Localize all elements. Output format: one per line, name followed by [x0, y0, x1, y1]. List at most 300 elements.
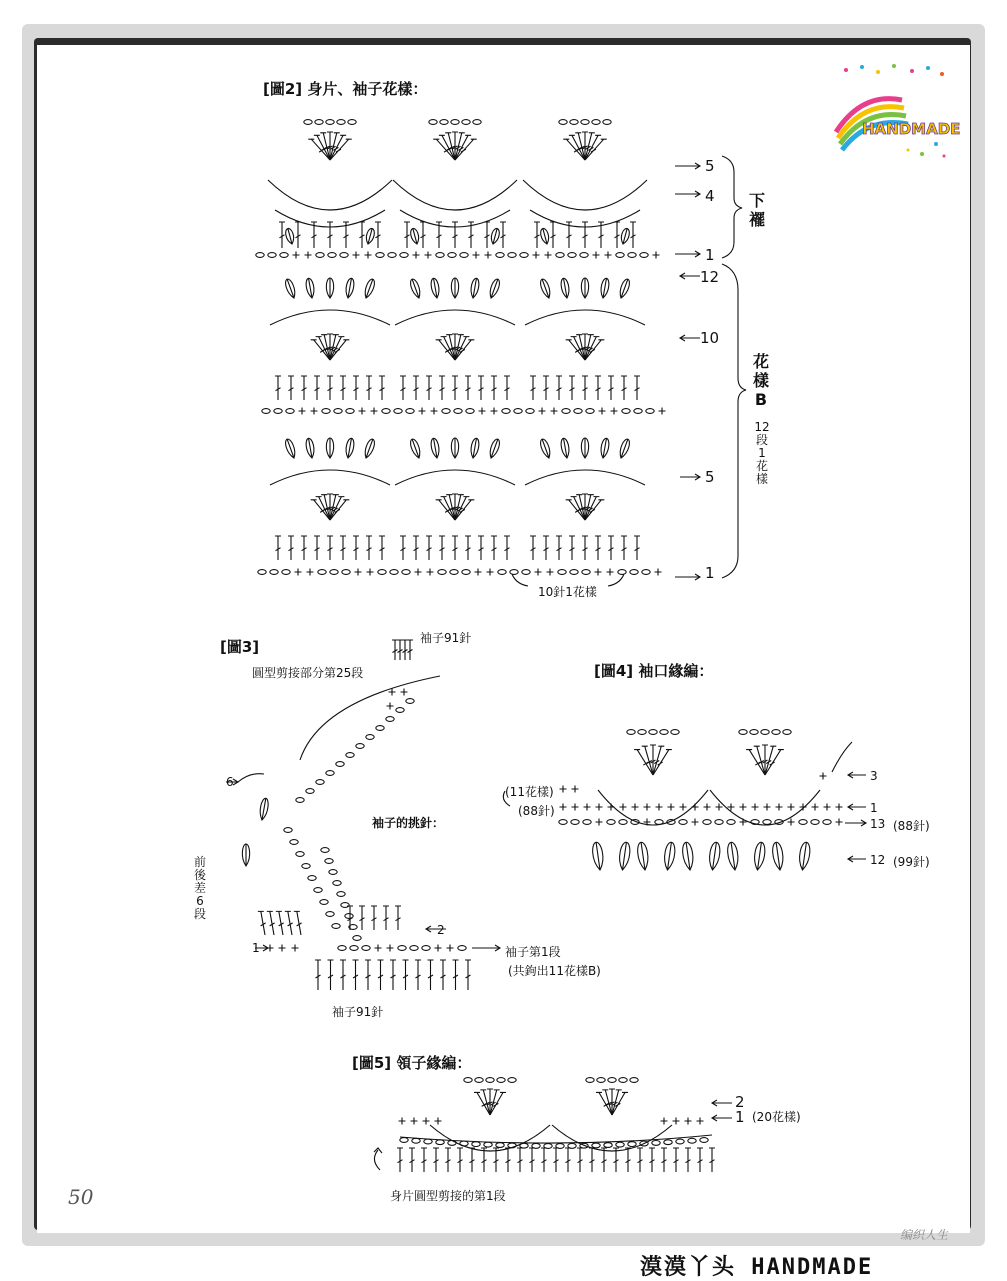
single-crochet — [545, 252, 552, 259]
fig5-row1: 1 — [735, 1108, 745, 1126]
chain-arch — [393, 180, 517, 210]
chain-stitch — [340, 253, 348, 258]
double-crochet — [614, 222, 620, 248]
double-crochet — [746, 750, 765, 775]
single-crochet — [572, 804, 579, 811]
fig3-sleeve-bottom: 袖子91針 — [332, 1005, 384, 1019]
chain-stitch — [308, 876, 316, 881]
single-crochet — [447, 945, 454, 952]
single-crochet — [475, 569, 482, 576]
double-crochet — [288, 536, 294, 560]
single-crochet — [599, 408, 606, 415]
note-char: 1 — [758, 446, 766, 460]
double-crochet — [569, 376, 575, 400]
fig5-row1-note: (20花樣) — [752, 1110, 801, 1124]
chain-stitch — [571, 820, 579, 825]
single-crochet — [661, 1118, 668, 1125]
chain-stitch — [460, 253, 468, 258]
double-crochet — [685, 1148, 691, 1172]
double-crochet — [500, 222, 506, 248]
double-crochet — [575, 133, 585, 160]
row-arrow — [238, 774, 264, 782]
double-crochet — [390, 960, 396, 990]
chain-stitch — [526, 409, 534, 414]
double-crochet — [426, 376, 432, 400]
double-crochet — [340, 376, 346, 400]
double-crochet — [320, 133, 330, 160]
single-crochet — [551, 408, 558, 415]
double-crochet — [566, 340, 585, 360]
double-crochet — [491, 376, 497, 400]
double-crochet — [440, 960, 446, 990]
double-crochet — [421, 1148, 427, 1172]
double-crochet — [340, 536, 346, 560]
double-crochet — [375, 222, 381, 248]
single-crochet — [656, 804, 663, 811]
double-crochet — [366, 376, 372, 400]
chain-stitch — [284, 828, 292, 833]
fig2-row-label: 1 — [705, 246, 715, 264]
single-crochet — [653, 252, 660, 259]
watermark-corner: 编织人生 — [900, 1228, 949, 1242]
chain-stitch — [326, 120, 334, 125]
double-crochet — [595, 536, 601, 560]
chain-stitch — [508, 253, 516, 258]
double-crochet — [400, 376, 406, 400]
watermark-bottom: 漠漠丫头 HANDMADE — [640, 1255, 874, 1280]
double-crochet — [649, 1148, 655, 1172]
chain-stitch — [586, 1078, 594, 1083]
single-crochet — [375, 945, 382, 952]
double-crochet — [601, 1148, 607, 1172]
chain-stitch — [353, 936, 361, 941]
chain-stitch — [286, 409, 294, 414]
chain-stitch — [282, 570, 290, 575]
single-crochet — [359, 408, 366, 415]
single-crochet — [560, 804, 567, 811]
double-crochet — [315, 960, 321, 990]
chain-arch — [395, 310, 515, 325]
double-crochet — [330, 139, 352, 160]
double-crochet — [426, 536, 432, 560]
chain-stitch — [472, 1142, 480, 1147]
single-crochet — [367, 569, 374, 576]
fig2-row-label: 5 — [705, 468, 715, 486]
chain-stitch — [402, 570, 410, 575]
double-crochet — [621, 376, 627, 400]
double-crochet — [295, 222, 301, 248]
pattern-brace — [722, 264, 746, 578]
double-crochet — [330, 500, 349, 520]
double-crochet — [267, 911, 275, 935]
single-crochet — [419, 408, 426, 415]
chain-arch — [395, 470, 515, 485]
single-crochet — [293, 252, 300, 259]
chain-stitch — [458, 946, 466, 951]
double-crochet — [484, 222, 490, 248]
double-crochet — [455, 340, 474, 360]
single-crochet — [539, 408, 546, 415]
double-crochet — [530, 376, 536, 400]
double-crochet — [602, 1090, 612, 1115]
chain-stitch — [328, 253, 336, 258]
double-crochet — [402, 640, 408, 660]
double-crochet — [452, 536, 458, 560]
single-crochet — [632, 804, 639, 811]
row-arrow — [675, 163, 700, 169]
single-crochet — [355, 569, 362, 576]
double-crochet — [403, 960, 409, 990]
single-crochet — [596, 804, 603, 811]
single-crochet — [431, 408, 438, 415]
chain-stitch — [326, 912, 334, 917]
chain-stitch — [258, 570, 266, 575]
chain-stitch — [761, 730, 769, 735]
row-arrow — [226, 779, 238, 785]
chain-stitch — [597, 1078, 605, 1083]
chain-stitch — [688, 1138, 696, 1143]
double-crochet — [366, 536, 372, 560]
double-crochet — [637, 1148, 643, 1172]
double-crochet — [563, 139, 585, 160]
chain-stitch — [314, 888, 322, 893]
chain-stitch — [580, 253, 588, 258]
chain-stitch — [268, 253, 276, 258]
double-crochet — [404, 222, 410, 248]
chain-stitch — [618, 570, 626, 575]
chain-stitch — [436, 253, 444, 258]
chain-stitch — [638, 730, 646, 735]
row-arrow — [675, 574, 700, 580]
fig4-note-patterns: (11花樣) — [505, 785, 554, 799]
double-crochet — [478, 536, 484, 560]
single-crochet — [371, 408, 378, 415]
double-crochet — [371, 906, 377, 930]
double-crochet — [288, 376, 294, 400]
fig3-row6: 6 — [226, 775, 234, 789]
double-crochet — [543, 536, 549, 560]
chain-stitch — [462, 120, 470, 125]
single-crochet — [812, 804, 819, 811]
fig2-title: [圖2] 身片、袖子花樣： — [263, 80, 428, 98]
double-crochet — [585, 139, 607, 160]
row-arrow — [426, 926, 446, 932]
row-arrow — [848, 856, 866, 862]
chain-stitch — [400, 253, 408, 258]
chain-stitch — [568, 253, 576, 258]
chain-stitch — [581, 120, 589, 125]
chain-stitch — [700, 1138, 708, 1143]
chain-stitch — [604, 1143, 612, 1148]
double-crochet — [392, 640, 398, 660]
chain-stitch — [703, 820, 711, 825]
fig4-title: [圖4] 袖口緣編： — [594, 662, 714, 680]
chain-stitch — [496, 253, 504, 258]
sleeve-curve — [300, 676, 440, 760]
chain-stitch — [750, 730, 758, 735]
chain-stitch — [646, 409, 654, 414]
chain-stitch — [574, 409, 582, 414]
chain-stitch — [422, 946, 430, 951]
fig3-title: [圖3] — [220, 638, 260, 656]
chain-stitch — [508, 1078, 516, 1083]
single-crochet — [387, 703, 394, 710]
chain-stitch — [630, 570, 638, 575]
fig3-row1: 1 — [252, 941, 260, 955]
fig3-pickup: 袖子的挑針： — [372, 816, 445, 830]
chain-stitch — [442, 409, 450, 414]
chain-stitch — [583, 820, 591, 825]
double-crochet — [613, 1148, 619, 1172]
fig5-row2: 2 — [735, 1093, 745, 1111]
double-crochet — [630, 222, 636, 248]
chain-stitch — [376, 726, 384, 731]
chain-stitch — [763, 820, 771, 825]
double-crochet — [446, 495, 455, 520]
double-crochet — [582, 222, 588, 248]
single-crochet — [605, 252, 612, 259]
single-crochet — [668, 804, 675, 811]
double-crochet — [505, 1148, 511, 1172]
chain-stitch — [823, 820, 831, 825]
chain-stitch — [330, 570, 338, 575]
chain-stitch — [321, 848, 329, 853]
double-crochet — [565, 1148, 571, 1172]
single-crochet — [305, 252, 312, 259]
chain-stitch — [652, 1140, 660, 1145]
single-crochet — [764, 804, 771, 811]
chain-stitch — [410, 946, 418, 951]
fig4-row13-note: (88針) — [893, 819, 930, 833]
chain-stitch — [270, 570, 278, 575]
single-crochet — [425, 252, 432, 259]
single-crochet — [560, 786, 567, 793]
chain-stitch — [622, 409, 630, 414]
single-crochet — [836, 819, 843, 826]
chain-stitch — [280, 253, 288, 258]
row-arrow — [680, 335, 700, 341]
single-crochet — [435, 945, 442, 952]
note-char: 段 — [755, 433, 768, 447]
double-crochet — [330, 340, 349, 360]
single-crochet — [547, 569, 554, 576]
double-crochet — [420, 222, 426, 248]
chain-stitch — [376, 253, 384, 258]
hem-brace — [722, 156, 742, 258]
chain-arch — [270, 470, 390, 485]
row-arrow — [675, 191, 700, 197]
chain-stitch — [406, 409, 414, 414]
chain-stitch — [772, 730, 780, 735]
single-crochet — [685, 1118, 692, 1125]
double-crochet — [625, 1148, 631, 1172]
chain-stitch — [346, 753, 354, 758]
fig2-repeat-note: 10針1花樣 — [538, 585, 597, 599]
single-crochet — [307, 569, 314, 576]
chain-stitch — [586, 409, 594, 414]
double-crochet — [550, 222, 556, 248]
single-crochet — [593, 252, 600, 259]
double-crochet — [275, 536, 281, 560]
double-crochet — [481, 1148, 487, 1172]
chain-stitch — [783, 730, 791, 735]
chain-stitch — [642, 570, 650, 575]
double-crochet — [517, 1148, 523, 1172]
single-crochet — [584, 804, 591, 811]
chain-stitch — [341, 903, 349, 908]
chain-stitch — [450, 570, 458, 575]
fig3-sleeve-row1-note: (共鉤出11花樣B) — [508, 964, 601, 978]
chain-stitch — [325, 859, 333, 864]
collar-base — [400, 1135, 712, 1143]
chain-stitch — [799, 820, 807, 825]
chain-stitch — [520, 253, 528, 258]
double-crochet — [314, 536, 320, 560]
chain-stitch — [630, 1078, 638, 1083]
single-crochet — [680, 804, 687, 811]
chain-arch — [523, 180, 647, 210]
diff-char: 前 — [193, 855, 206, 869]
double-crochet — [436, 500, 455, 520]
fig5-base-note: 身片圓型剪接的第1段 — [390, 1189, 506, 1203]
double-crochet — [529, 1148, 535, 1172]
chain-stitch — [462, 570, 470, 575]
chain-stitch — [440, 120, 448, 125]
chain-stitch — [348, 120, 356, 125]
fig4-tail — [832, 742, 852, 772]
double-crochet — [465, 376, 471, 400]
single-crochet — [704, 804, 711, 811]
chain-stitch — [498, 570, 506, 575]
double-crochet — [446, 335, 455, 360]
chain-arch — [552, 1125, 672, 1151]
chain-stitch — [316, 780, 324, 785]
chain-stitch — [473, 120, 481, 125]
diff-char: 段 — [193, 907, 206, 921]
chain-stitch — [316, 253, 324, 258]
double-crochet — [258, 911, 266, 935]
double-crochet — [311, 500, 330, 520]
chain-stitch — [346, 409, 354, 414]
fig4-note-stitches: (88針) — [518, 804, 555, 818]
double-crochet — [397, 1148, 403, 1172]
chain-stitch — [679, 820, 687, 825]
single-crochet — [487, 569, 494, 576]
double-crochet — [327, 222, 333, 248]
single-crochet — [292, 945, 299, 952]
double-crochet — [409, 1148, 415, 1172]
chain-stitch — [342, 570, 350, 575]
single-crochet — [413, 252, 420, 259]
chain-stitch — [337, 892, 345, 897]
single-crochet — [479, 408, 486, 415]
double-crochet — [569, 536, 575, 560]
single-crochet — [365, 252, 372, 259]
chain-stitch — [394, 409, 402, 414]
fig4-row12-note: (99針) — [893, 855, 930, 869]
chain-stitch — [486, 1078, 494, 1083]
chain-stitch — [484, 1142, 492, 1147]
double-crochet — [576, 495, 585, 520]
single-crochet — [427, 569, 434, 576]
chain-stitch — [429, 120, 437, 125]
double-crochet — [621, 536, 627, 560]
chain-stitch — [559, 120, 567, 125]
double-crochet — [301, 536, 307, 560]
chain-stitch — [304, 120, 312, 125]
single-crochet — [485, 252, 492, 259]
chain-stitch — [400, 1138, 408, 1143]
row-arrow — [848, 772, 866, 778]
single-crochet — [752, 804, 759, 811]
double-crochet — [353, 536, 359, 560]
repeat-bracket — [512, 574, 624, 586]
double-crochet — [576, 335, 585, 360]
chain-stitch — [336, 762, 344, 767]
chain-stitch — [514, 409, 522, 414]
chain-stitch — [634, 409, 642, 414]
double-crochet — [504, 536, 510, 560]
chain-stitch — [628, 1142, 636, 1147]
double-crochet — [673, 1148, 679, 1172]
single-crochet — [716, 804, 723, 811]
single-crochet — [473, 252, 480, 259]
double-crochet — [395, 906, 401, 930]
chain-stitch — [296, 852, 304, 857]
chain-stitch — [306, 789, 314, 794]
double-crochet — [480, 1090, 490, 1115]
collar-arrow — [374, 1148, 382, 1170]
pattern-char: 樣 — [752, 371, 769, 390]
chain-stitch — [454, 409, 462, 414]
chain-stitch — [332, 924, 340, 929]
double-crochet — [634, 536, 640, 560]
double-crochet — [577, 1148, 583, 1172]
row-arrow — [472, 945, 500, 951]
single-crochet — [423, 1118, 430, 1125]
single-crochet — [800, 804, 807, 811]
chain-stitch — [466, 409, 474, 414]
double-crochet — [397, 640, 403, 660]
double-crochet — [327, 536, 333, 560]
double-crochet — [294, 911, 302, 935]
single-crochet — [659, 408, 666, 415]
single-crochet — [411, 1118, 418, 1125]
single-crochet — [401, 689, 408, 696]
fig4-bracket — [503, 791, 510, 806]
double-crochet — [634, 750, 653, 775]
double-crochet — [455, 500, 474, 520]
diff-char: 後 — [193, 868, 206, 882]
chain-arch — [525, 470, 645, 485]
double-crochet — [566, 500, 585, 520]
note-char: 12 — [754, 420, 770, 434]
double-crochet — [452, 222, 458, 248]
chain-stitch — [616, 1142, 624, 1147]
double-crochet — [709, 1148, 715, 1172]
chain-stitch — [366, 735, 374, 740]
double-crochet — [650, 745, 656, 775]
chain-stitch — [337, 120, 345, 125]
single-crochet — [399, 1118, 406, 1125]
chain-stitch — [592, 1143, 600, 1148]
row-arrow — [712, 1115, 732, 1121]
double-crochet — [439, 536, 445, 560]
fig3-row2: 2 — [437, 923, 445, 937]
double-crochet — [585, 500, 604, 520]
chain-stitch — [510, 570, 518, 575]
double-crochet — [469, 1148, 475, 1172]
